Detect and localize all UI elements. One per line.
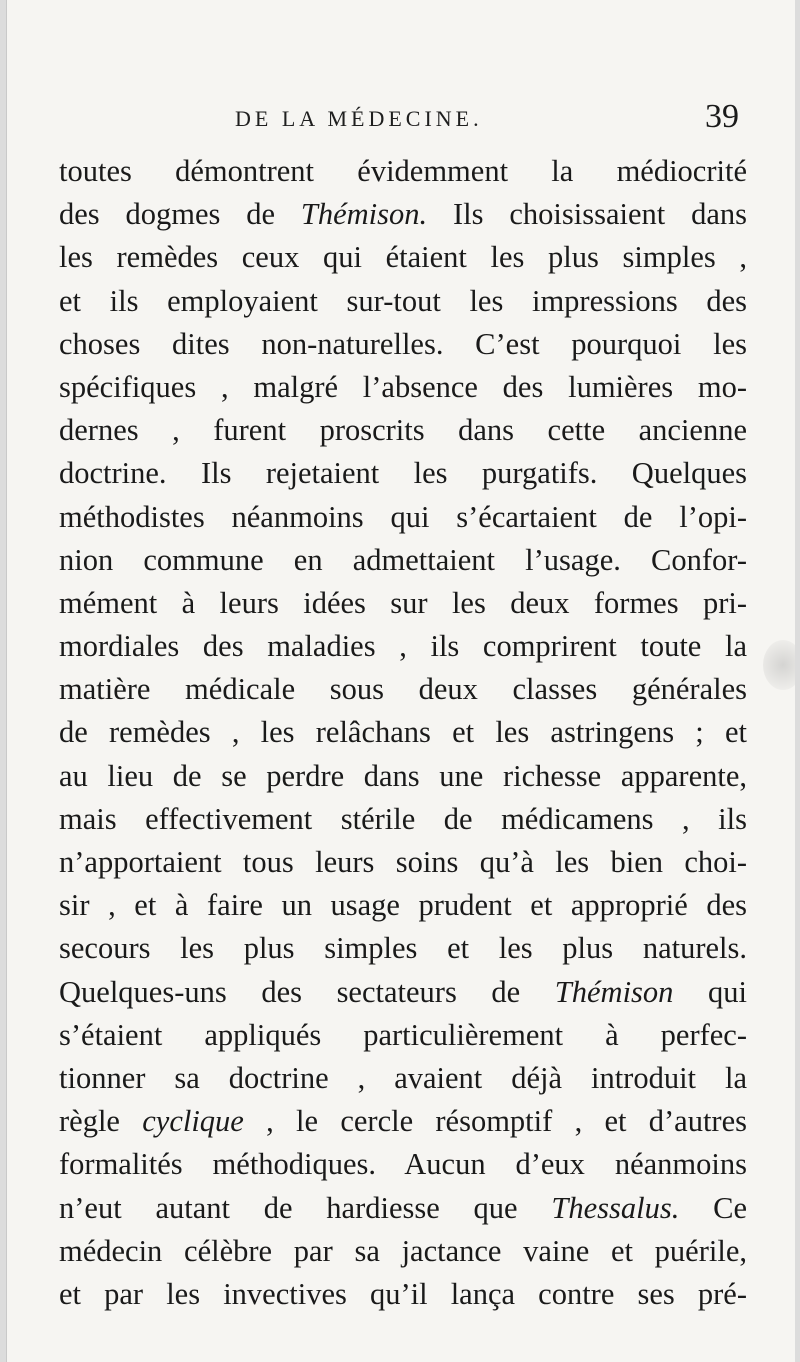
text-segment: mais effectivement stérile de médicamens , ils [59,801,747,836]
text-line [59,841,747,884]
text-line [59,539,747,582]
text-line [59,1057,747,1100]
text-segment: choses dites non-naturelles. C’est pourquoi les [59,326,747,361]
text-segment: sir , et à faire un usage prudent et approprié des [59,888,747,923]
text-segment: des dogmes de [59,197,301,232]
italic-text: Thémison [554,974,674,1009]
text-segment: n’apportaient tous leurs soins qu’à les bien choi- [59,845,747,879]
text-line [59,1187,747,1230]
text-segment: Quelques-uns des sectateurs de [59,974,555,1009]
text-line [59,1273,747,1316]
text-segment: Ce [679,1190,747,1225]
page-smudge [763,640,795,690]
text-line [59,1230,747,1273]
text-line [59,668,747,711]
text-line [59,1143,747,1186]
text-line [59,1100,747,1143]
italic-text: Thémison. [300,197,428,232]
text-segment: médecin célèbre par sa jactance vaine et puérile, [59,1233,747,1268]
text-segment: de remèdes , les relâchans et les astringens ; et [59,715,747,750]
text-segment: formalités méthodiques. Aucun d’eux néanmoins [59,1147,747,1182]
text-segment: toutes démontrent évidemment la médiocrité [59,154,747,188]
text-line [59,323,747,366]
italic-text: cyclique [142,1104,244,1139]
text-segment: mordiales des maladies , ils comprirent toute la [59,629,747,664]
text-line [59,409,747,452]
text-segment: doctrine. Ils rejetaient les purgatifs. Quelques [59,456,747,491]
text-segment: les remèdes ceux qui étaient les plus simples , [59,240,747,275]
text-segment: au lieu de se perdre dans une richesse apparente, [59,758,747,793]
text-line [59,496,747,539]
text-segment: nion commune en admettaient l’usage. Confor- [59,542,747,577]
text-segment: Ils choisissaient dans [427,197,747,232]
text-segment: s’étaient appliqués particulièrement à perfec- [59,1017,747,1052]
text-line [59,280,747,323]
text-segment: règle [59,1104,143,1139]
text-segment: et par les invectives qu’il lança contre ses pré- [59,1276,747,1311]
page-number: 39 [705,98,739,135]
text-segment: qui [673,974,747,1009]
text-segment: mément à leurs idées sur les deux formes pri- [59,585,747,620]
text-line [59,193,747,236]
text-segment: tionner sa doctrine , avaient déjà introduit la [59,1060,747,1095]
text-line [59,755,747,798]
text-line [59,927,747,970]
page-header [57,100,747,150]
text-line [59,1014,747,1057]
text-line [59,711,747,754]
text-line [59,884,747,927]
text-line [59,366,747,409]
text-segment: matière médicale sous deux classes générales [59,672,747,707]
text-line [59,150,747,193]
text-line [59,236,747,279]
text-segment: n’eut autant de hardiesse que [59,1190,552,1225]
text-line [59,452,747,495]
text-segment: dernes , furent proscrits dans cette ancienne [59,413,747,448]
text-segment: , le cercle résomptif , et d’autres [243,1104,747,1139]
text-line [59,798,747,841]
text-segment: spécifiques , malgré l’absence des lumières mo- [59,369,747,404]
book-page [6,0,795,1362]
text-segment: méthodistes néanmoins qui s’écartaient de l’opi- [59,499,747,534]
text-line [59,582,747,625]
text-line [59,971,747,1014]
italic-text: Thessalus. [551,1190,680,1225]
text-segment: secours les plus simples et les plus naturels. [59,931,747,966]
text-segment: et ils employaient sur-tout les impressions des [59,283,747,318]
text-line [59,625,747,668]
body-text [59,150,747,1316]
running-head: DE LA MÉDECINE. [235,106,483,131]
